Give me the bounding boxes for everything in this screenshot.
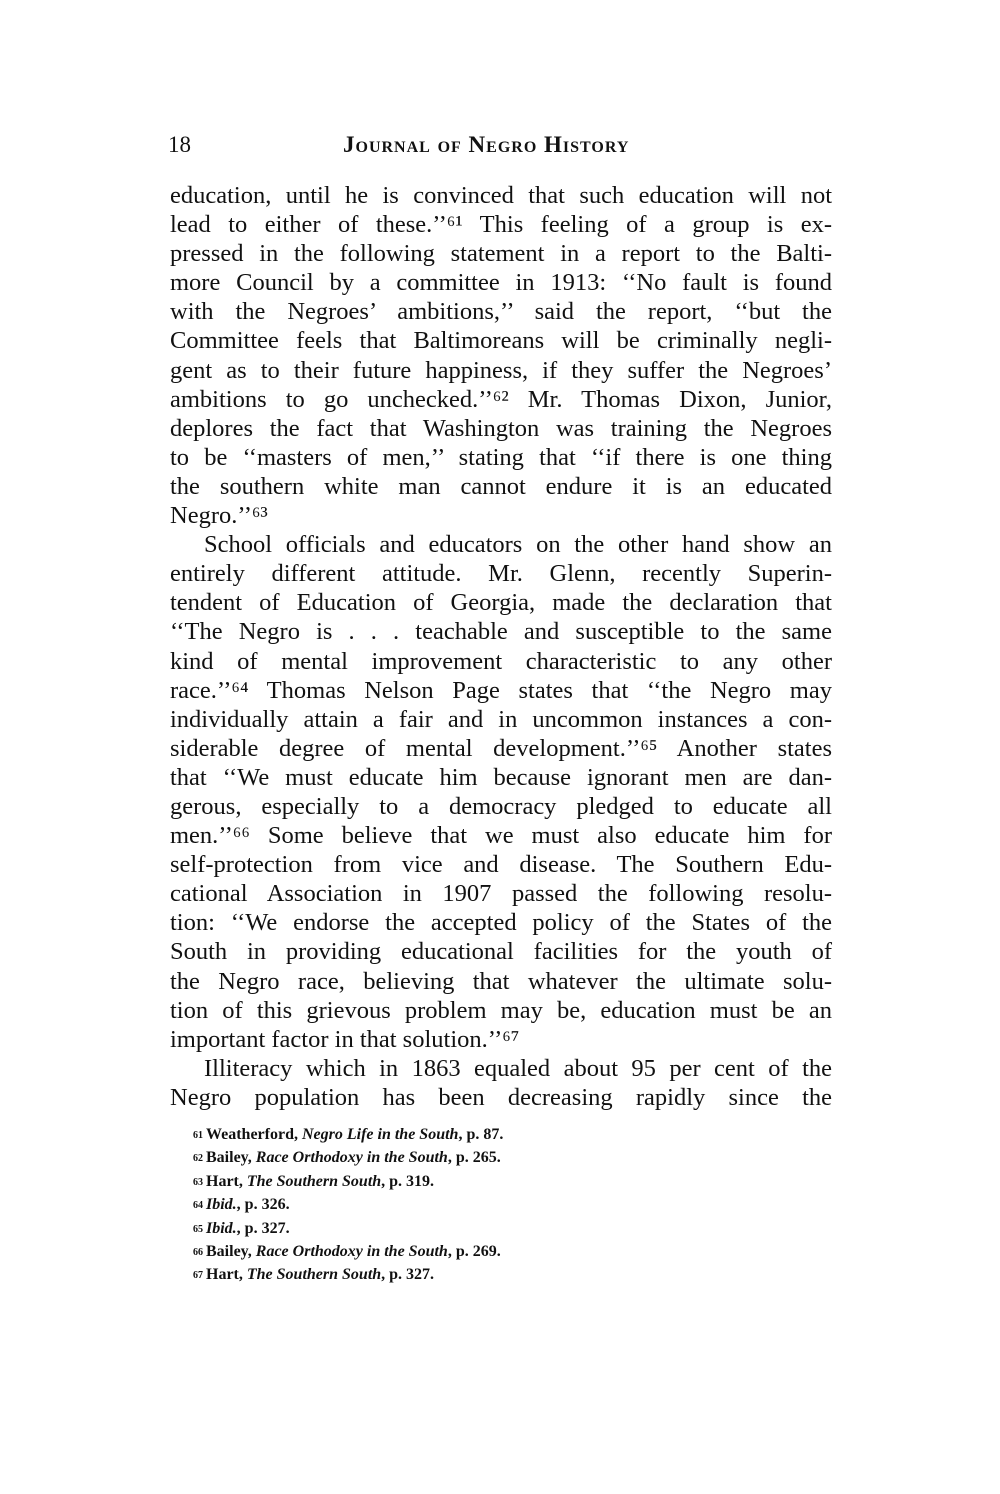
text-line: School officials and educators on the other hand show an [204,531,832,559]
text-line: with the Negroes’ ambitions,’’ said the report, ‘‘but the [170,298,832,326]
footnote-page: , p. 326. [236,1196,290,1214]
footnote [193,1218,503,1241]
footnote-number: 66 [193,1247,203,1259]
text-line: kind of mental improvement characteristic to any other [170,647,832,675]
footnote [193,1194,503,1217]
text-line: race.’’⁶⁴ Thomas Nelson Page states that ‘‘the Negro may [170,676,832,704]
footnote-page: , p. 327. [381,1266,435,1284]
text-line: gent as to their future happiness, if they suffer the Negroes’ [170,356,832,384]
footnote-title: Ibid. [206,1219,237,1237]
footnote-author: Bailey, [206,1243,252,1261]
footnote-number: 63 [193,1176,203,1188]
text-line: men.’’⁶⁶ Some believe that we must also educate him for [170,822,832,850]
body-text [170,181,832,1112]
text-line: tion of this grievous problem may be, education must be an [170,996,832,1024]
text-line: the southern white man cannot endure it is an educated [170,472,832,500]
footnotes [193,1124,503,1288]
footnote-title: Race Orthodoxy in the South [255,1243,448,1261]
text-line: ambitions to go unchecked.’’⁶² Mr. Thomas Dixon, Junior, [170,385,832,413]
footnote-number: 64 [193,1200,203,1212]
footnote-author: Weatherford, [206,1126,298,1143]
text-line: ‘‘The Negro is . . . teachable and susceptible to the same [170,618,832,646]
text-line: entirely different attitude. Mr. Glenn, recently Superin- [170,560,832,588]
footnote-author: Bailey, [206,1149,252,1167]
text-line: tion: ‘‘We endorse the accepted policy of the States of the [170,909,832,937]
text-line: the Negro race, believing that whatever the ultimate solu- [170,967,832,995]
footnote-page: , p. 87. [458,1126,504,1143]
footnote-author: Hart, [206,1172,243,1190]
running-head: Journal of Negro History [343,132,630,157]
text-line: siderable degree of mental development.’’⁶⁵ Another states [170,734,832,762]
page-number: 18 [168,132,191,157]
text-line: South in providing educational facilities for the youth of [170,938,832,966]
text-line: that ‘‘We must educate him because ignorant men are dan- [170,763,832,791]
text-line: pressed in the following statement in a report to the Balti- [170,240,832,268]
footnote-number: 61 [193,1130,203,1141]
footnote [193,1124,503,1147]
text-line: cational Association in 1907 passed the following resolu- [170,880,832,908]
text-line: self-protection from vice and disease. The Southern Edu- [170,851,832,879]
footnote-title: Negro Life in the South [301,1126,459,1143]
footnote-number: 67 [193,1270,203,1282]
text-line: Committee feels that Baltimoreans will be criminally negli- [170,327,832,355]
page-header [168,130,828,164]
footnote-number: 62 [193,1153,203,1165]
footnote-title: The Southern South [246,1266,382,1284]
footnote-page: , p. 269. [447,1243,501,1261]
text-line: deplores the fact that Washington was training the Negroes [170,414,832,442]
text-line: Illiteracy which in 1863 equaled about 95 per cent of the [204,1054,832,1082]
footnote [193,1264,503,1287]
text-line: tendent of Education of Georgia, made the declaration that [170,589,832,617]
footnote-title: Ibid. [206,1196,237,1214]
footnote [193,1171,503,1194]
footnote-page: , p. 327. [236,1219,290,1237]
text-line: gerous, especially to a democracy pledged to educate all [170,792,832,820]
text-line: Negro.’’⁶³ [170,502,268,530]
footnote-title: Race Orthodoxy in the South [255,1149,448,1167]
footnote-title: The Southern South [246,1172,382,1190]
text-line: important factor in that solution.’’⁶⁷ [170,1025,520,1053]
text-line: lead to either of these.’’⁶¹ This feeling of a group is ex- [170,211,832,239]
text-line: education, until he is convinced that such education will not [170,182,832,209]
footnote-author: Hart, [206,1266,243,1284]
text-line: to be ‘‘masters of men,’’ stating that ‘‘if there is one thing [170,443,832,471]
text-line: individually attain a fair and in uncommon instances a con- [170,705,832,733]
footnote-number: 65 [193,1223,203,1235]
footnote-page: , p. 319. [381,1172,435,1190]
text-line: Negro population has been decreasing rapidly since the [170,1083,832,1111]
footnote-page: , p. 265. [447,1149,501,1167]
text-line: more Council by a committee in 1913: ‘‘No fault is found [170,269,832,297]
footnote [193,1241,503,1264]
footnote [193,1147,503,1170]
